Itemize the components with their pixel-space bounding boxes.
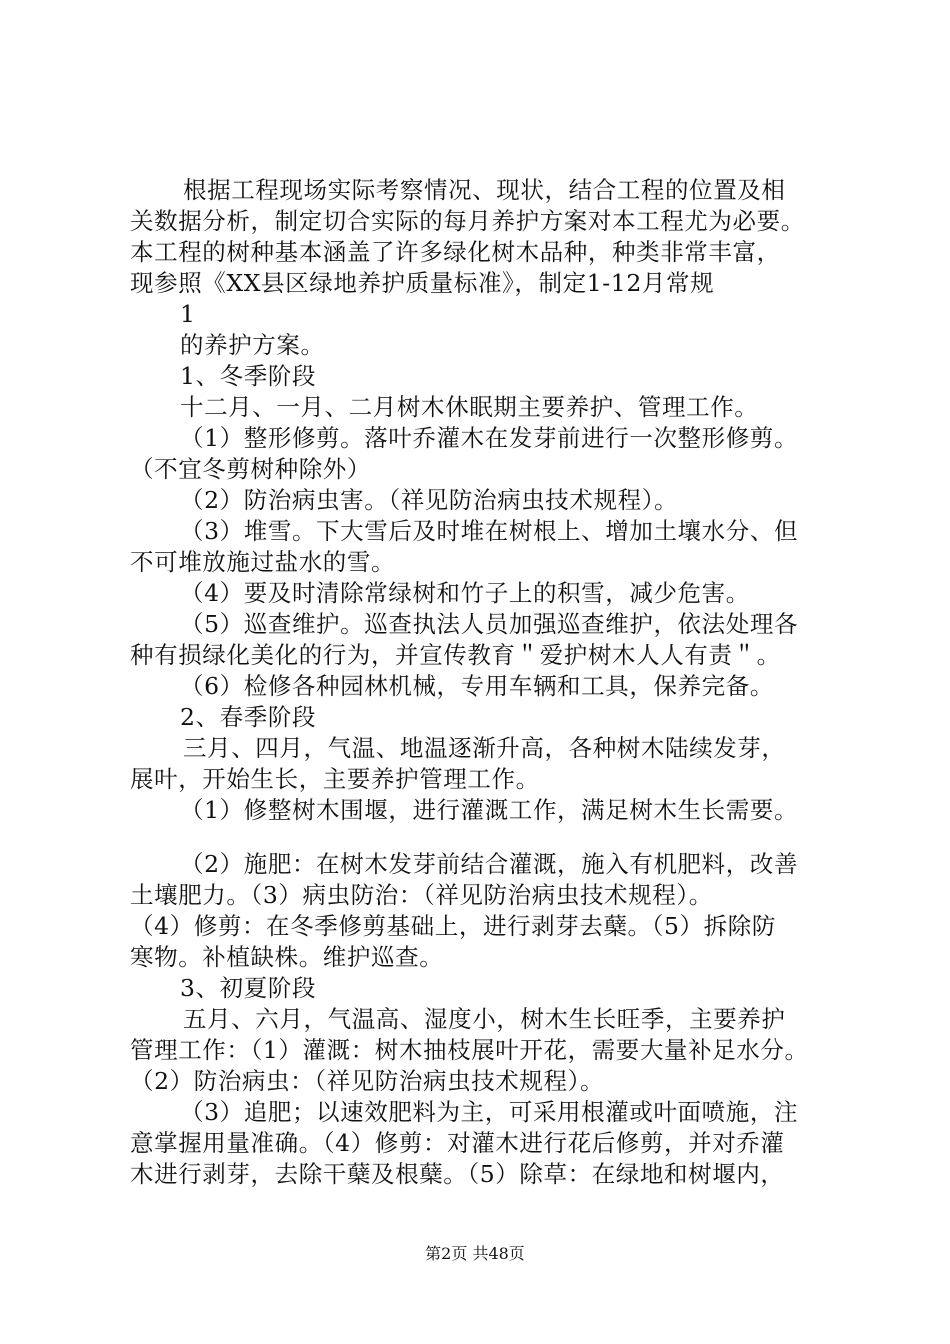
text-line: （4）修剪：在冬季修剪基础上，进行剥芽去蘖。（5）拆除防 [130, 912, 776, 940]
text-line: （4）要及时清除常绿树和竹子上的积雪，减少危害。 [180, 579, 750, 607]
text-line: 意掌握用量准确。（4）修剪：对灌木进行花后修剪，并对乔灌 [130, 1129, 785, 1157]
text-line: 三月、四月，气温、地温逐渐升高，各种树木陆续发芽， [183, 734, 786, 762]
section-heading: 2、春季阶段 [180, 703, 317, 731]
text-line: 五月、六月，气温高、湿度小，树木生长旺季，主要养护 [183, 1005, 786, 1033]
page-break-number: 1 [180, 300, 196, 328]
text-line: （1）修整树木围堰，进行灌溉工作，满足树木生长需要。 [180, 796, 799, 824]
page-footer: 第2页 共48页 [425, 1244, 525, 1263]
text-line: 木进行剥芽，去除干蘖及根蘖。（5）除草：在绿地和树堰内， [130, 1160, 785, 1188]
section-heading: 3、初夏阶段 [180, 974, 317, 1002]
text-line: （3）追肥；以速效肥料为主，可采用根灌或叶面喷施，注 [180, 1098, 799, 1126]
text-line: 本工程的树种基本涵盖了许多绿化树木品种，种类非常丰富， [130, 238, 781, 266]
text-line: 寒物。补植缺株。维护巡查。 [130, 943, 444, 971]
text-line: （2）防治病虫害。（祥见防治病虫技术规程）。 [180, 486, 679, 514]
text-line: 种有损绿化美化的行为，并宣传教育＂爱护树木人人有责＂。 [130, 641, 781, 669]
text-line: （2）防治病虫：（祥见防治病虫技术规程）。 [130, 1067, 605, 1095]
text-line: （5）巡查维护。巡查执法人员加强巡查维护，依法处理各 [180, 610, 799, 638]
section-heading: 1、冬季阶段 [180, 362, 317, 390]
text-line: （6）检修各种园林机械，专用车辆和工具，保养完备。 [180, 672, 774, 700]
text-line: 关数据分析，制定切合实际的每月养护方案对本工程尤为必要。 [130, 207, 805, 235]
text-line: 根据工程现场实际考察情况、现状，结合工程的位置及相 [183, 176, 786, 204]
text-line: 不可堆放施过盐水的雪。 [130, 548, 396, 576]
text-line: （不宜冬剪树种除外） [130, 455, 371, 483]
text-line: 展叶，开始生长，主要养护管理工作。 [130, 765, 540, 793]
text-line: （2）施肥：在树木发芽前结合灌溉，施入有机肥料，改善 [180, 850, 799, 878]
text-line: 的养护方案。 [180, 331, 325, 359]
text-line: 十二月、一月、二月树木休眠期主要养护、管理工作。 [180, 393, 759, 421]
text-line: （1）整形修剪。落叶乔灌木在发芽前进行一次整形修剪。 [180, 424, 799, 452]
text-line: （3）堆雪。下大雪后及时堆在树根上、增加土壤水分、但 [180, 517, 799, 545]
text-line: 土壤肥力。（3）病虫防治：（祥见防治病虫技术规程）。 [130, 881, 713, 909]
text-line: 现参照《XX县区绿地养护质量标准》，制定1-12月常规 [130, 269, 715, 297]
text-line: 管理工作：（1）灌溉：树木抽枝展叶开花，需要大量补足水分。 [130, 1036, 809, 1064]
